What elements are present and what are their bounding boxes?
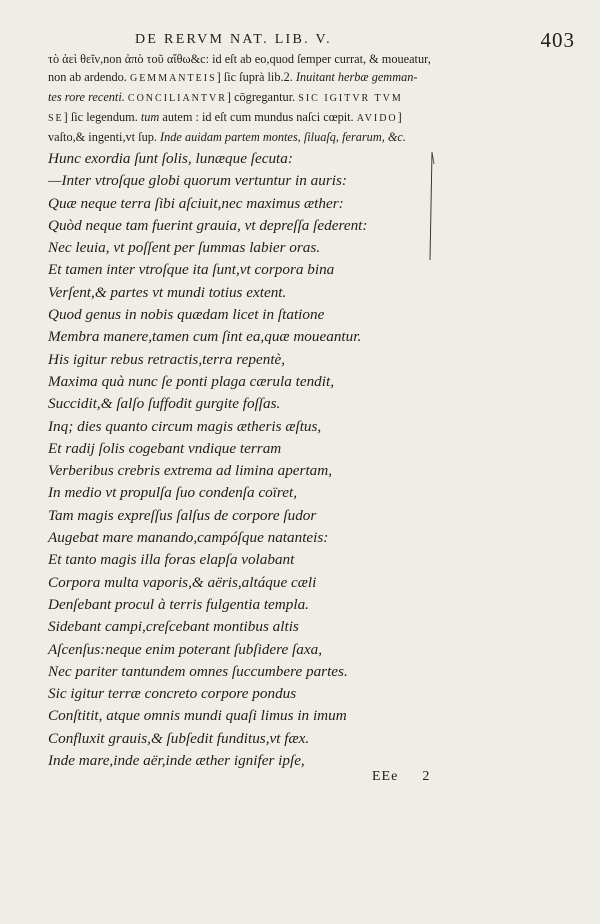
- commentary-run: vaſto,& ingenti,vt ſup.: [48, 130, 161, 145]
- commentary-run: GEMMANTEIS: [129, 73, 217, 85]
- commentary-line: [48, 50, 570, 68]
- signature-mark: [372, 769, 430, 785]
- verse-line: Tam magis expreſſus ſalſus de corpore ſudor: [48, 506, 317, 524]
- verse-line: Denſebant procul à terris fulgentia templa.: [48, 595, 309, 613]
- commentary-run: tum: [140, 110, 160, 125]
- verse-line: Sic igitur terræ concreto corpore pondus: [48, 685, 297, 703]
- verse-line: His igitur rebus retractis,terra repentè,: [48, 350, 286, 368]
- verse-line: Quæ neque terra ſibi aſciuit,nec maximus æther:: [48, 194, 344, 212]
- running-header: [135, 28, 575, 52]
- verse-line: Maxima quà nunc ſe ponti plaga cærula tendit,: [48, 372, 334, 390]
- commentary-run: AVIDO: [356, 113, 398, 125]
- commentary-line: [48, 108, 570, 128]
- verse-line: Aſcenſus:neque enim poterant ſubſidere ſaxa,: [48, 640, 323, 658]
- verse-line: Corpora multa vaporis,& aëris,altáque cæli: [48, 573, 317, 591]
- verse-line: Membra manere,tamen cum ſint ea,quæ moueantur.: [48, 328, 362, 346]
- commentary-block: [48, 50, 570, 146]
- commentary-line: [48, 128, 570, 146]
- commentary-run: autem : id eſt cum mundus naſci cœpit.: [159, 110, 357, 125]
- verse-line: Conſtitit, atque omnis mundi quaſi limus in imum: [48, 707, 347, 725]
- verse-line: Quod genus in nobis quædam licet in ſtatione: [48, 306, 325, 324]
- verse-line: Confluxit grauis,& ſubſedit funditus,vt fæx.: [48, 729, 310, 747]
- verse-line: In medio vt propulſa ſuo condenſa coïret,: [48, 484, 297, 502]
- verse-line: Sidebant campi,creſcebant montibus altis: [48, 618, 299, 636]
- verse-line: Nec pariter tantundem omnes ſuccumbere partes.: [48, 662, 348, 680]
- commentary-run: non: [103, 52, 125, 66]
- commentary-run: τὸ ἀεὶ θεῖν,: [48, 52, 104, 66]
- verse-line: Succidit,& ſalſo ſuffodit gurgite foſſas.: [48, 395, 281, 413]
- commentary-run: ] ſic legendum.: [63, 110, 141, 125]
- commentary-run: tes rore recenti.: [48, 90, 128, 105]
- commentary-line: [48, 68, 570, 88]
- verse-line: Quòd neque tam fuerint grauia, vt depreſſa ſederent:: [48, 216, 368, 234]
- commentary-run: ἀπὸ τοῦ αἴθω: [124, 52, 191, 66]
- verse-line: Augebat mare manando,campóſque natanteis:: [48, 529, 329, 547]
- verse-line: Inq; dies quanto circum magis ætheris æſtus,: [48, 417, 322, 435]
- commentary-run: non ab ardendo.: [48, 70, 130, 85]
- page-number: 403: [540, 28, 575, 52]
- commentary-run: CONCILIANTVR: [127, 93, 227, 105]
- verse-line: —Inter vtroſque globi quorum vertuntur in auris:: [48, 172, 347, 190]
- signature-letters: EEe: [372, 769, 399, 784]
- verse-line: Hunc exordia ſunt ſolis, lunæque ſecuta:: [48, 150, 293, 167]
- commentary-run: Inuitant herbæ gemman-: [295, 70, 418, 85]
- commentary-run: &c: id eſt ab eo,quod ſemper currat, & moueatur,: [190, 52, 431, 66]
- verse-line: Et tamen inter vtroſque ita ſunt,vt corpora bina: [48, 261, 335, 279]
- verse-line: Nec leuia, vt poſſent per ſummas labier oras.: [48, 239, 321, 257]
- verse-block: [48, 148, 428, 772]
- commentary-run: SIC IGITVR TVM: [298, 93, 403, 105]
- commentary-run: Inde auidam partem montes, ſiluaſq, ferarum, &c.: [160, 130, 406, 145]
- running-title: DE RERVM NAT. LIB. V.: [135, 32, 332, 47]
- margin-bracket: [425, 150, 435, 262]
- verse-line: Verberibus crebris extrema ad limina apertam,: [48, 462, 333, 480]
- commentary-run: ]: [397, 110, 402, 125]
- verse-line: Et radij ſolis cogebant vndique terram: [48, 439, 282, 457]
- commentary-run: ] cōgregantur.: [226, 90, 299, 105]
- commentary-run: SE: [48, 113, 64, 125]
- commentary-run: ] ſic ſuprà lib.2.: [216, 70, 296, 85]
- verse-line: Verſent,& partes vt mundi totius extent.: [48, 283, 287, 301]
- signature-number: 2: [422, 769, 431, 784]
- verse-line: Inde mare,inde aër,inde æther ignifer ipſe,: [48, 752, 305, 770]
- commentary-line: [48, 88, 570, 108]
- verse-line: Et tanto magis illa foras elapſa volabant: [48, 551, 295, 569]
